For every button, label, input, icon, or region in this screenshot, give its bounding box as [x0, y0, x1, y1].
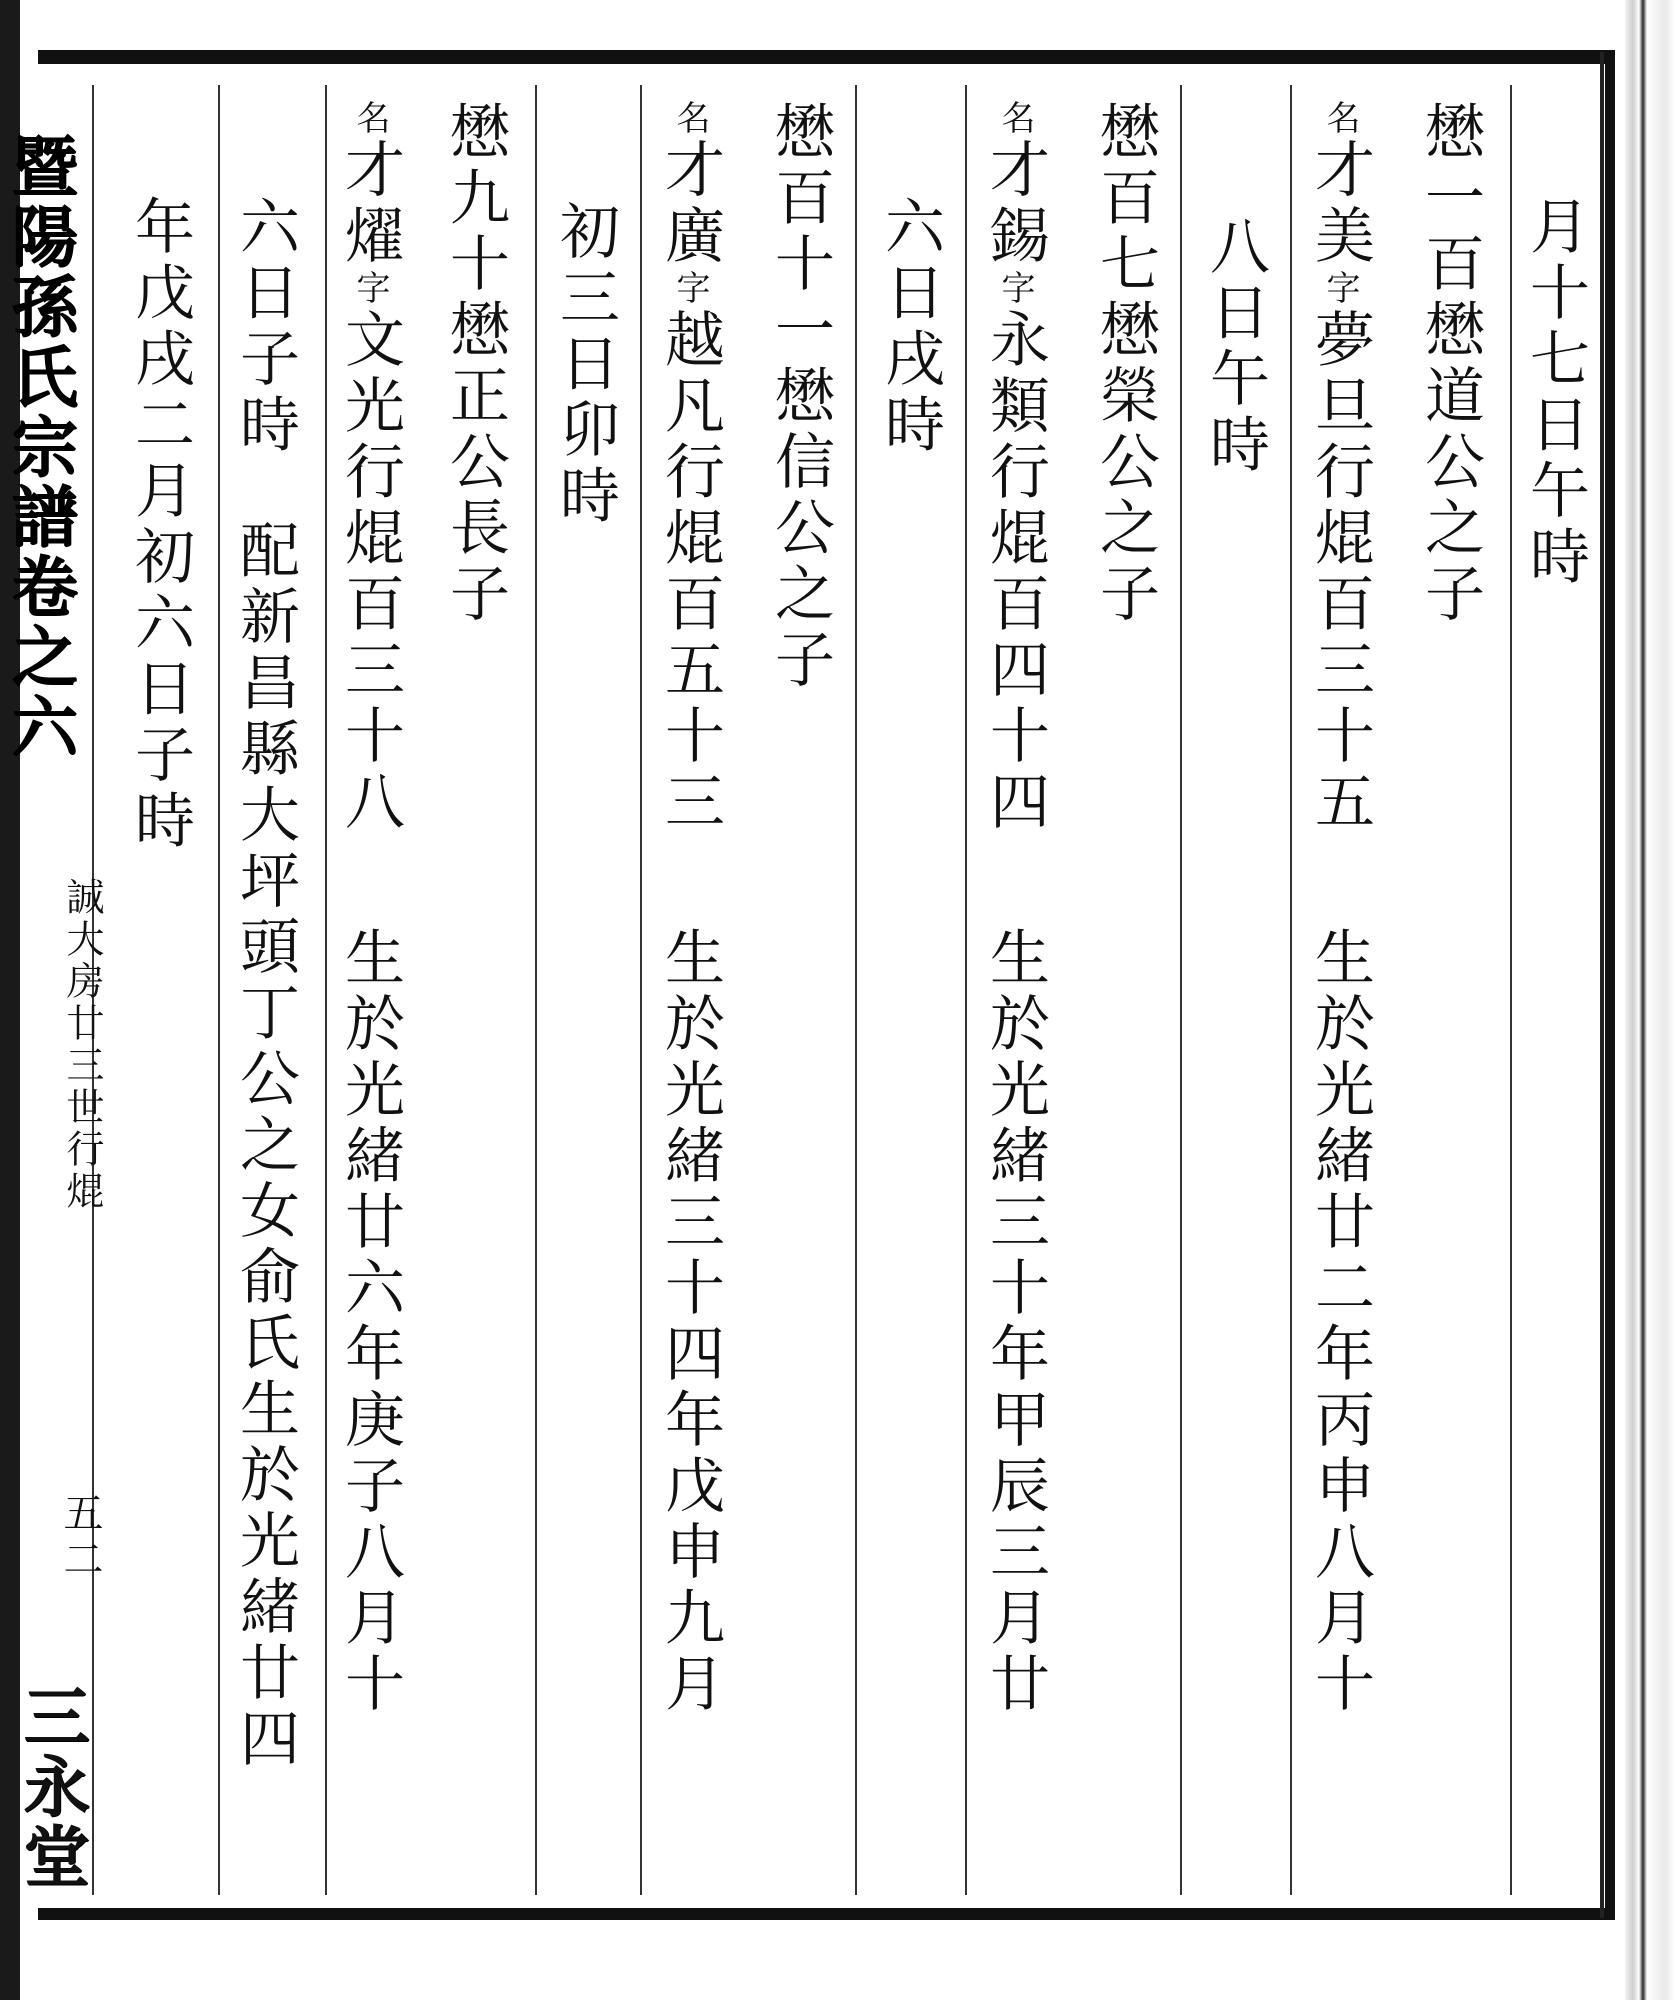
text-column: [1305, 100, 1375, 1718]
birth-text: 生於光緒三十年甲辰三月廿: [980, 926, 1050, 1718]
birth-text: 生於光緒廿六年庚子八月十: [335, 926, 405, 1718]
page-edge-right: [1625, 0, 1675, 2000]
text-column: [655, 100, 725, 1718]
column-text: 初三日卯時: [550, 200, 620, 530]
column-rule: [1290, 85, 1292, 1895]
text-column: [1520, 195, 1590, 591]
column-text: 懋百七懋榮公之子: [1090, 100, 1160, 628]
column-text: 六日子時: [230, 195, 300, 459]
given-name: 才燿: [335, 138, 405, 270]
text-column: [125, 195, 195, 855]
column-text: 越凡行焜百五十三: [655, 308, 725, 836]
branch-subtitle: 誠大房廿三世行焜: [60, 877, 104, 1213]
text-column: [765, 100, 835, 694]
text-column: [875, 195, 945, 459]
column-text: 八日午時: [1200, 215, 1270, 479]
text-column: [440, 100, 510, 628]
column-rule: [855, 85, 857, 1895]
column-rule: [218, 85, 220, 1895]
given-name: 才錫: [980, 138, 1050, 270]
column-text: 懋九十懋正公長子: [440, 100, 510, 628]
name-label: 名: [350, 100, 390, 138]
text-column: [1415, 100, 1485, 628]
genealogy-title: 暨陽孫氏宗譜卷之六: [0, 132, 78, 762]
text-column: [230, 195, 300, 1773]
column-rule: [640, 85, 642, 1895]
column-rule: [1180, 85, 1182, 1895]
column-text: 懋百十一懋信公之子: [765, 100, 835, 694]
column-rule: [535, 85, 537, 1895]
spouse-text: 配新昌縣大坪頭丁公之女俞氏生於光緒廿四: [230, 519, 300, 1773]
given-name: 才廣: [655, 138, 725, 270]
name-label: 名: [1320, 100, 1360, 138]
name-label: 名: [670, 100, 710, 138]
frame-inner-rule: [1600, 52, 1604, 1918]
text-column: [980, 100, 1050, 1718]
text-column: [1200, 215, 1270, 479]
column-text: 懋一百懋道公之子: [1415, 100, 1485, 628]
margin-strip: [0, 62, 104, 1922]
page-number: 五二: [57, 1492, 103, 1584]
column-rule: [1510, 85, 1512, 1895]
column-rule: [325, 85, 327, 1895]
text-column: [335, 100, 405, 1718]
name-label: 名: [995, 100, 1035, 138]
column-text: 年戊戌二月初六日子時: [125, 195, 195, 855]
column-text: 文光行焜百三十八: [335, 308, 405, 836]
birth-text: 生於光緒三十四年戊申九月: [655, 926, 725, 1718]
courtesy-label: 字: [1320, 270, 1360, 308]
courtesy-label: 字: [995, 270, 1035, 308]
column-text: 夢旦行焜百三十五: [1305, 308, 1375, 836]
column-text: 六日戌時: [875, 195, 945, 459]
given-name: 才美: [1305, 138, 1375, 270]
column-text: 月十七日午時: [1520, 195, 1590, 591]
text-column: [550, 200, 620, 530]
column-text: 永類行焜百四十四: [980, 308, 1050, 836]
text-column: [1090, 100, 1160, 628]
courtesy-label: 字: [350, 270, 390, 308]
column-rule: [965, 85, 967, 1895]
courtesy-label: 字: [670, 270, 710, 308]
birth-text: 生於光緒廿二年丙申八月十: [1305, 926, 1375, 1718]
hall-name: 三永堂: [12, 1682, 90, 1892]
